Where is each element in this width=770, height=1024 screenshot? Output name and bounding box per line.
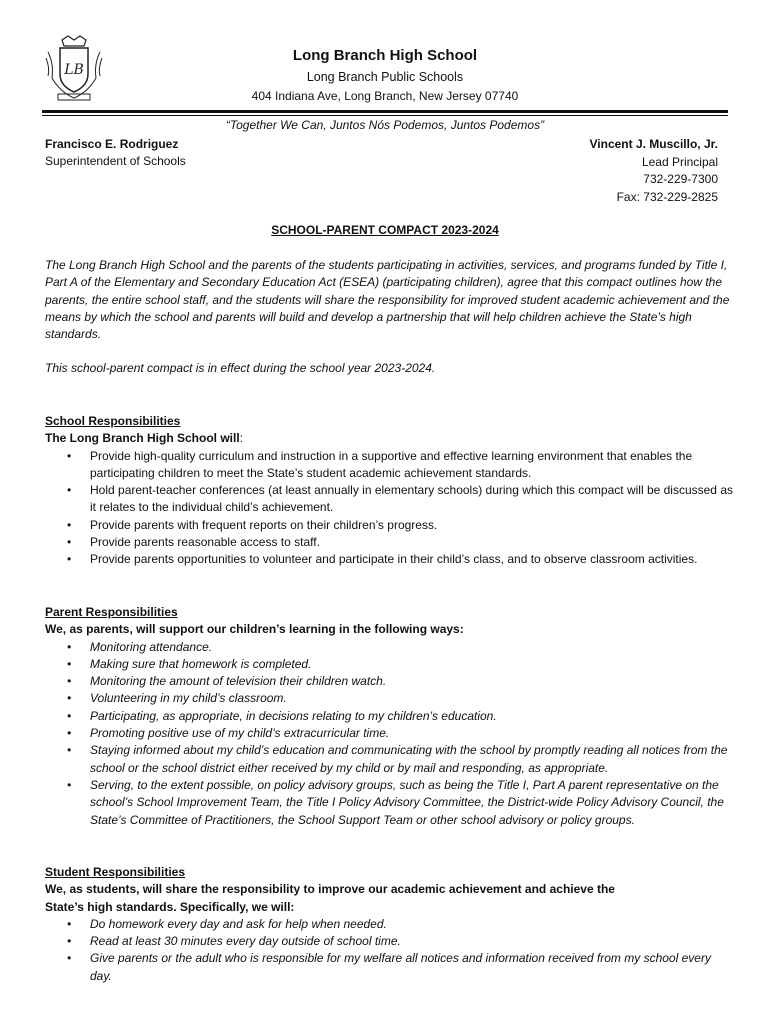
principal-title: Lead Principal <box>641 154 718 169</box>
district-name: Long Branch Public Schools <box>306 70 464 84</box>
list-item: • Do homework every day and ask for help when needed. <box>45 916 735 933</box>
list-item: • Provide parents opportunities to volunteer and participate in their child’s class, and to observe classroom activities. <box>45 551 735 568</box>
intro-paragraph: The Long Branch High School and the parents of the students participating in activities, services, and programs funded by Title I, Part A of the Elementary and Secondary Education Act (ESEA) (participating children), agree that this compact outlines how the parents, the entire school staff, and the students will share the responsibility for improved student academic achievement and the means by which the school and parents will build and develop a partnership that will help children achieve the State’s high standards. <box>45 258 730 342</box>
list-item: • Hold parent-teacher conferences (at least annually in elementary schools) during which this compact will be discussed as it relates to the individual child’s achievement. <box>45 482 735 517</box>
school-responsibilities-list <box>45 448 735 569</box>
list-item: • Making sure that homework is completed. <box>45 656 735 673</box>
list-item: • Participating, as appropriate, in decisions relating to my children’s education. <box>45 708 735 725</box>
school-responsibilities-section <box>45 413 735 569</box>
effect-line: This school-parent compact is in effect during the school year 2023-2024. <box>45 361 436 375</box>
header-rule-thin <box>42 115 728 116</box>
list-item: • Staying informed about my child’s education and communicating with the school by promptly reading all notices from the school or the school district either received by my child or by mail and responding, as appropriate. <box>45 742 735 777</box>
principal-fax: Fax: 732-229-2825 <box>616 189 718 204</box>
student-responsibilities-lead: We, as students, will share the responsibility to improve our academic achievement and achieve the State’s high standards. Specifically, we will: <box>45 882 615 914</box>
svg-text:LB: LB <box>64 62 84 78</box>
school-responsibilities-lead: The Long Branch High School will <box>45 431 240 446</box>
list-item: • Provide parents reasonable access to staff. <box>45 534 735 551</box>
student-responsibilities-section <box>45 864 735 985</box>
compact-title: SCHOOL-PARENT COMPACT 2023-2024 <box>271 223 499 237</box>
principal-block <box>590 136 719 206</box>
list-item: • Provide parents with frequent reports on their children’s progress. <box>45 517 735 534</box>
list-item: • Monitoring the amount of television their children watch. <box>45 673 735 690</box>
parent-responsibilities-title: Parent Responsibilities <box>45 605 178 619</box>
school-lead-colon: : <box>239 431 244 446</box>
principal-name: Vincent J. Muscillo, Jr. <box>589 137 718 151</box>
list-item: • Promoting positive use of my child’s extracurricular time. <box>45 725 735 742</box>
student-responsibilities-title: Student Responsibilities <box>45 865 186 879</box>
list-item: • Give parents or the adult who is responsible for my welfare all notices and information received from my school every day. <box>45 950 735 985</box>
list-item: • Read at least 30 minutes every day outside of school time. <box>45 933 735 950</box>
list-item: • Serving, to the extent possible, on policy advisory groups, such as being the Title I, Part A parent representative on the school’s School Improvement Team, the Title I Policy Advisory Committee, the District-wide Policy Advisory Council, the State’s Committee of Practitioners, the School Support Team or other school advisory or policy groups. <box>45 777 735 829</box>
student-responsibilities-list <box>45 916 735 985</box>
header-rule-thick <box>42 110 728 113</box>
principal-phone: 732-229-7300 <box>643 172 718 186</box>
superintendent-block <box>45 136 186 170</box>
school-motto: “Together We Can, Juntos Nós Podemos, Juntos Podemos” <box>225 118 545 132</box>
list-item: • Provide high-quality curriculum and instruction in a supportive and effective learning environment that enables the participating children to meet the State’s student academic achievement standards. <box>45 448 735 483</box>
parent-responsibilities-section <box>45 604 735 829</box>
school-responsibilities-title: School Responsibilities <box>45 414 181 428</box>
list-item: • Monitoring attendance. <box>45 639 735 656</box>
parent-responsibilities-list <box>45 639 735 829</box>
school-address: 404 Indiana Ave, Long Branch, New Jersey 07740 <box>251 89 519 103</box>
school-name: Long Branch High School <box>292 47 478 64</box>
list-item: • Volunteering in my child’s classroom. <box>45 690 735 707</box>
parent-responsibilities-lead: We, as parents, will support our children’s learning in the following ways: <box>45 622 464 637</box>
superintendent-title: Superintendent of Schools <box>45 154 186 168</box>
superintendent-name: Francisco E. Rodriguez <box>45 137 179 151</box>
